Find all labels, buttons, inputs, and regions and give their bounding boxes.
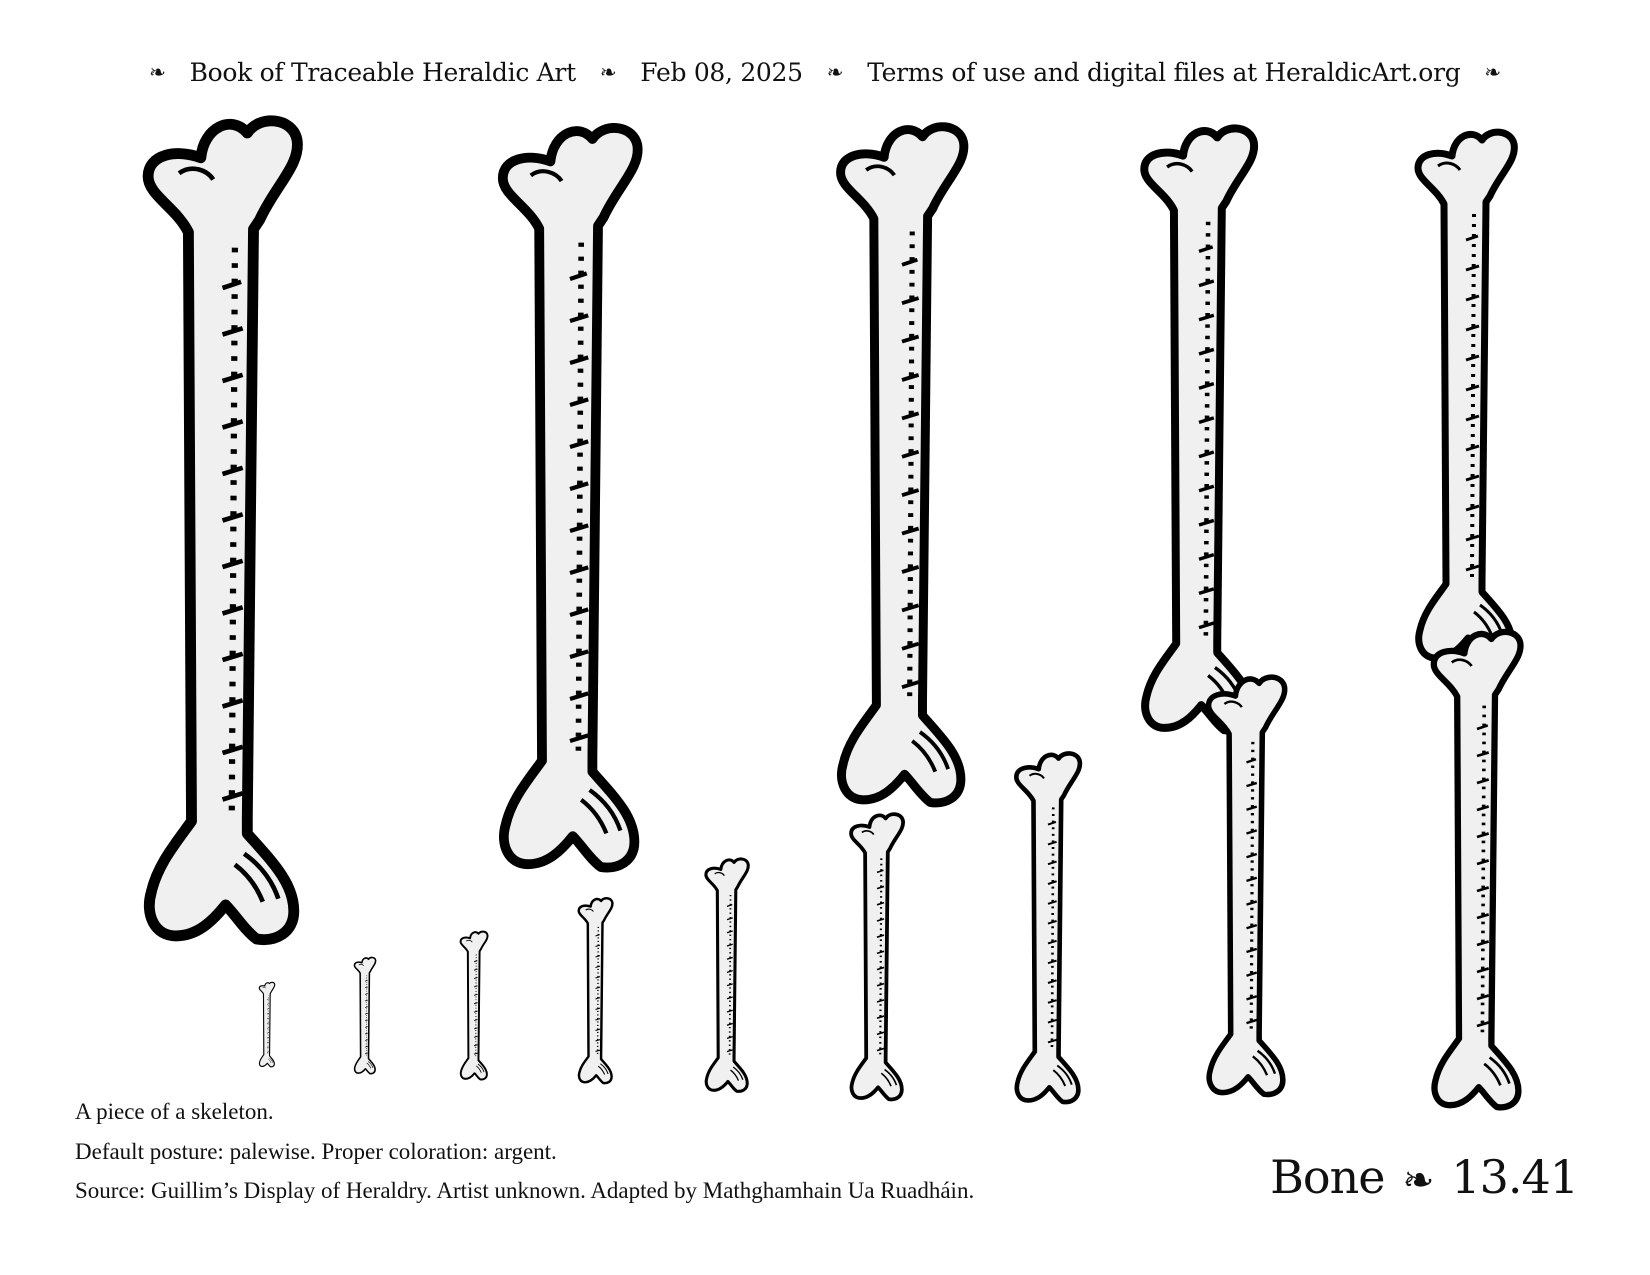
bone-icon: [1434, 632, 1521, 1107]
bone-icon: [354, 957, 375, 1073]
terms-of-use: Terms of use and digital files at HeraldicArt.org: [867, 58, 1461, 87]
bone-icon: [706, 859, 748, 1091]
bone-icon: [259, 982, 274, 1067]
bone-icon: [148, 121, 297, 940]
plate-name: Bone: [1270, 1150, 1385, 1204]
bone-icon: [461, 932, 488, 1080]
bone-icon: [1144, 128, 1254, 730]
page-date: Feb 08, 2025: [640, 58, 803, 87]
plate-number: 13.41: [1451, 1150, 1578, 1204]
plate-label: [1270, 1150, 1578, 1204]
description-line: Source: Guillim’s Display of Heraldry. Artist unknown. Adapted by Mathghamhain Ua Ruadháin.: [75, 1178, 975, 1203]
bone-icon: [503, 128, 638, 868]
fleuron-icon: ❧: [1484, 60, 1501, 84]
bone-icon: [1209, 677, 1285, 1094]
bone-icon: [1016, 753, 1080, 1102]
fleuron-icon: ❧: [149, 60, 166, 84]
fleuron-icon: ❧: [826, 60, 844, 84]
bone-icon: [579, 898, 613, 1083]
fleuron-icon: ❧: [1402, 1158, 1434, 1202]
book-title: Book of Traceable Heraldic Art: [189, 58, 576, 87]
bone-icon: [841, 127, 964, 803]
description: [75, 1092, 974, 1211]
description-line: A piece of a skeleton.: [75, 1099, 274, 1124]
fleuron-icon: ❧: [599, 60, 617, 84]
description-line: Default posture: palewise. Proper coloration: argent.: [75, 1138, 557, 1164]
bone-icon: [1418, 132, 1514, 660]
bone-icon: [851, 814, 903, 1099]
